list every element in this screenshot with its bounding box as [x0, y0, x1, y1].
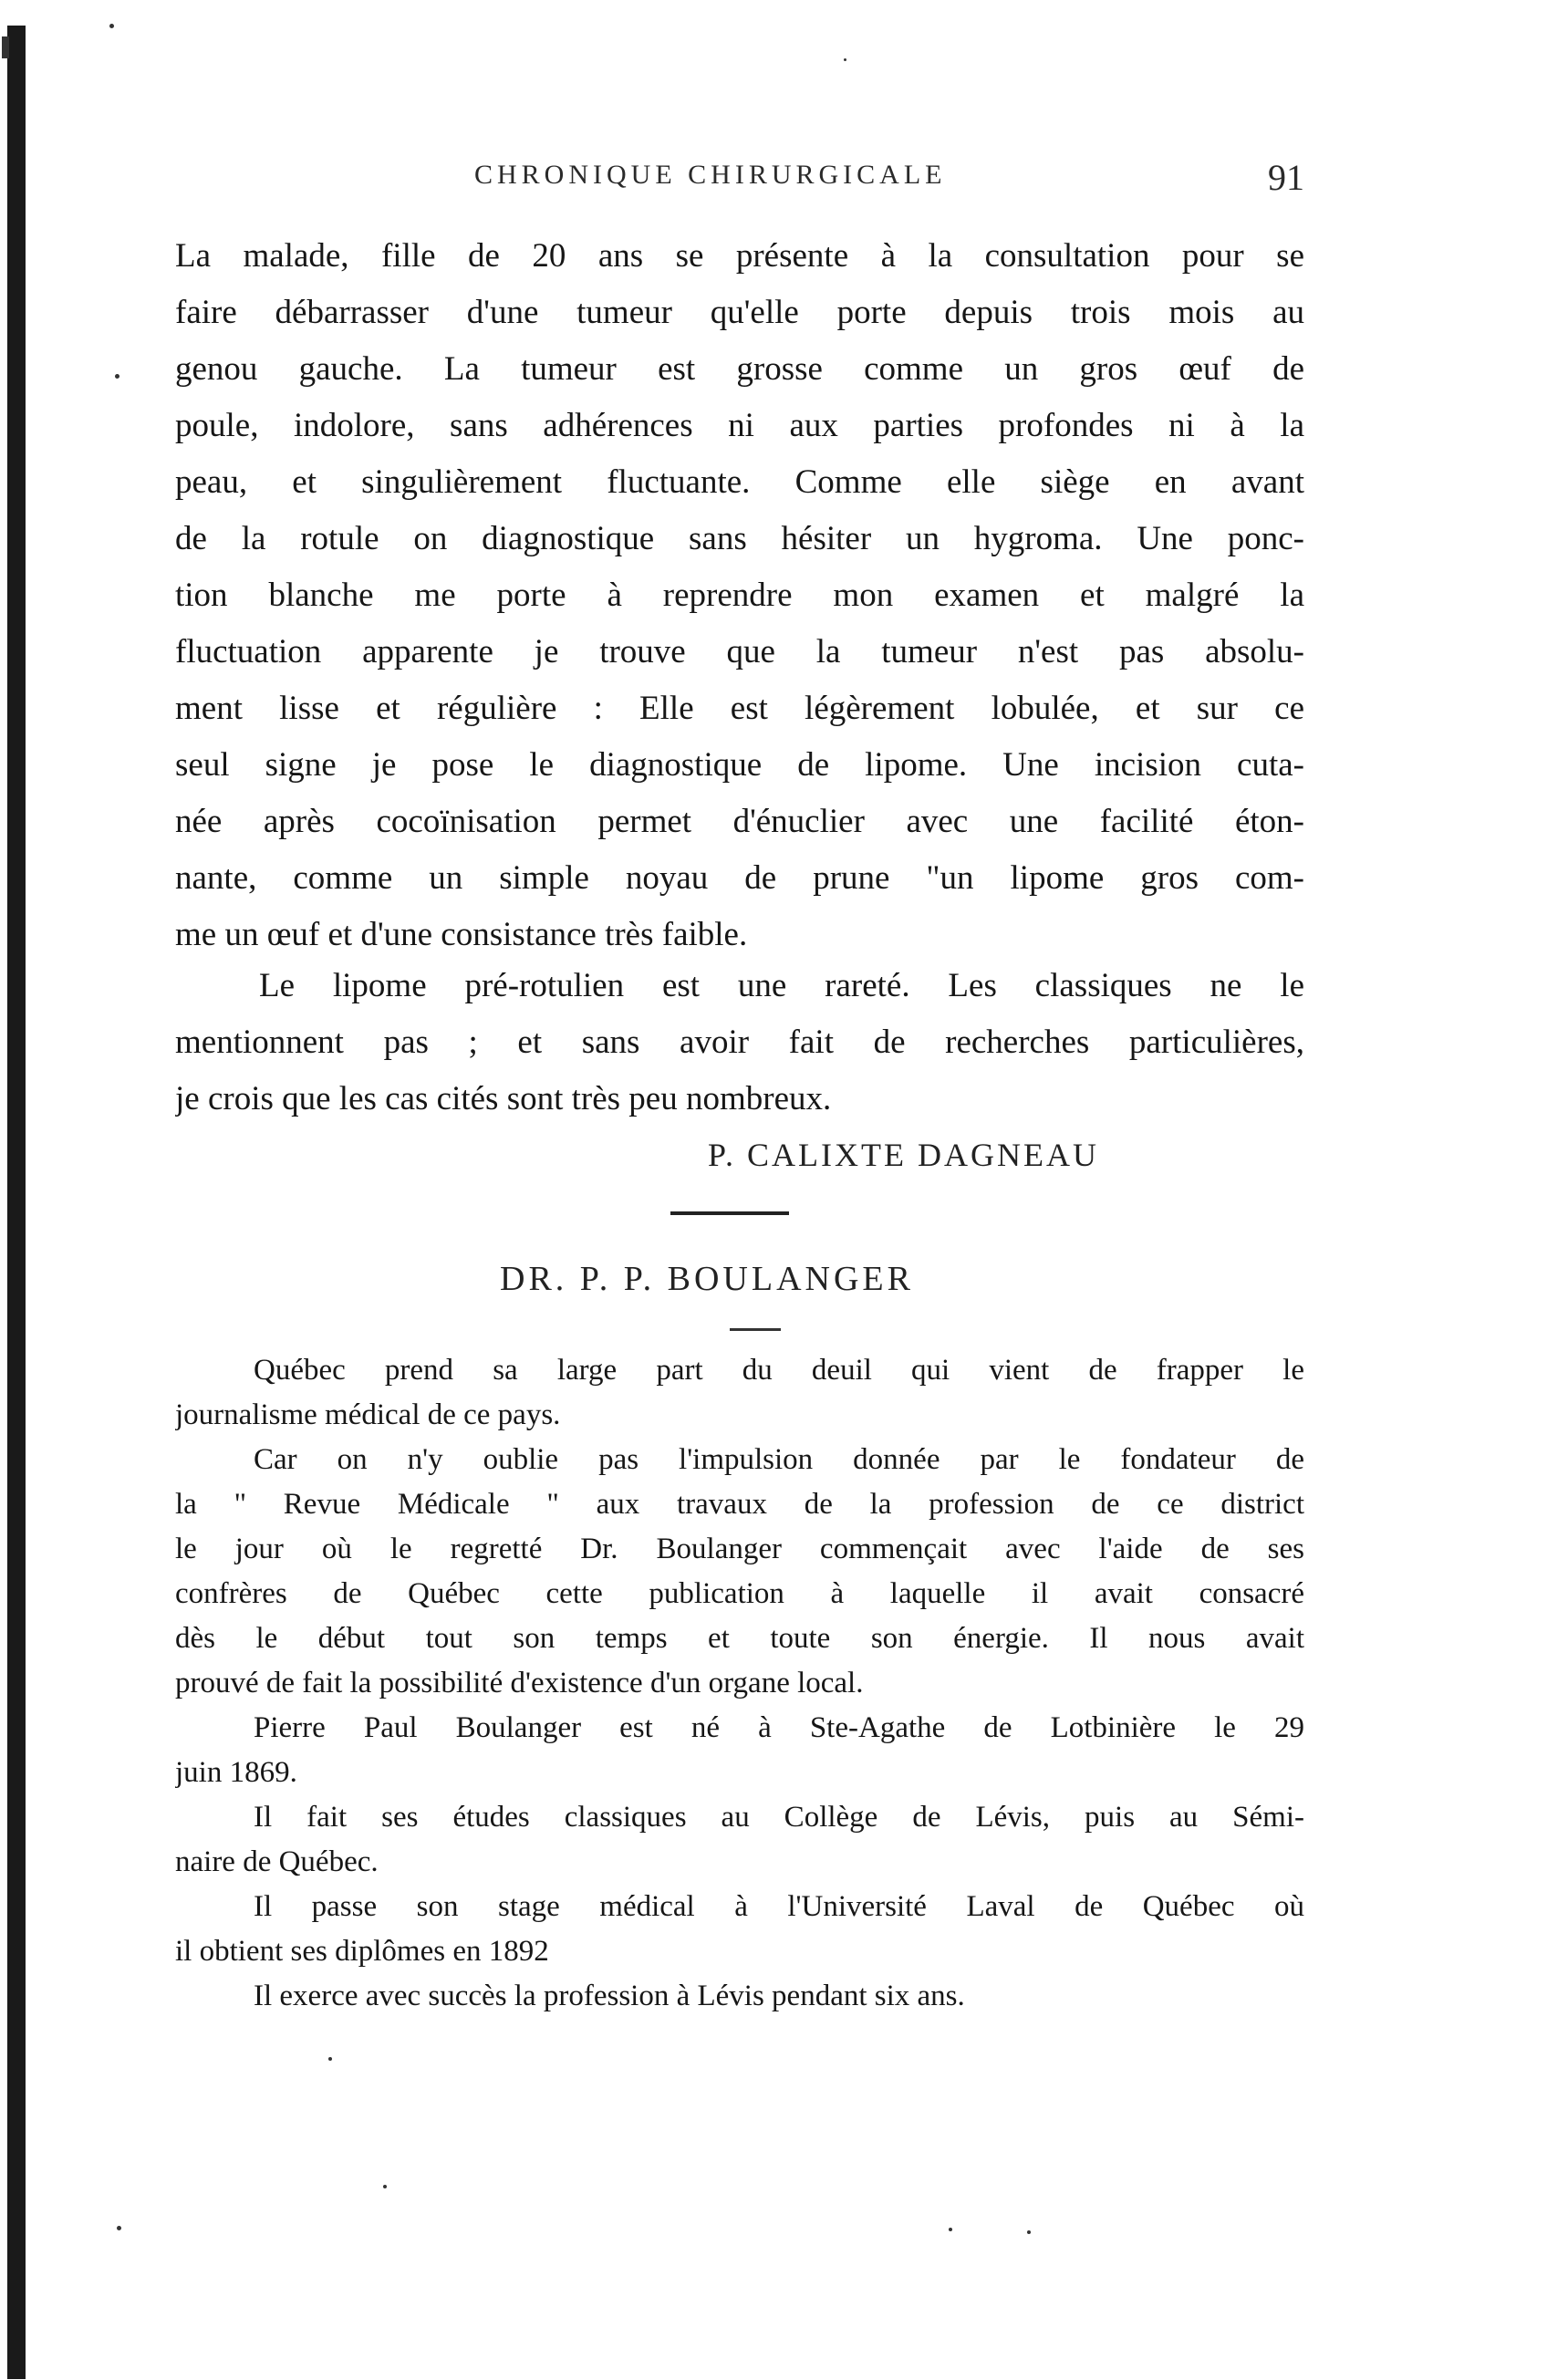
- text-line: naire de Québec.: [175, 1845, 379, 1878]
- title-underline: [730, 1328, 781, 1331]
- scan-speck: [844, 58, 846, 61]
- page-header: [173, 157, 1304, 205]
- case-paragraph: [175, 228, 1304, 963]
- text-line: fluctuation apparente je trouve que la tumeur n'est pas absolu-: [175, 633, 1304, 670]
- scan-speck: [383, 2185, 387, 2188]
- text-line: dès le début tout son temps et toute son énergie. Il nous avait: [175, 1622, 1304, 1655]
- text-line: Car on n'y oublie pas l'impulsion donnée par le fondateur de: [254, 1443, 1304, 1476]
- text-line: La malade, fille de 20 ans se présente à la consultation pour se: [175, 237, 1304, 275]
- obituary-text: [175, 1348, 1304, 2019]
- scan-speck: [949, 2228, 952, 2231]
- text-line: Le lipome pré-rotulien est une rareté. Les classiques ne le: [259, 967, 1304, 1004]
- scan-speck: [117, 2226, 121, 2230]
- text-line: confrères de Québec cette publication à laquelle il avait consacré: [175, 1577, 1304, 1610]
- running-title: CHRONIQUE CHIRURGICALE: [474, 160, 947, 190]
- text-line: genou gauche. La tumeur est grosse comme un gros œuf de: [175, 350, 1304, 388]
- text-line: tion blanche me porte à reprendre mon examen et malgré la: [175, 577, 1304, 614]
- text-line: faire débarrasser d'une tumeur qu'elle porte depuis trois mois au: [175, 294, 1304, 331]
- section-divider: [670, 1211, 789, 1215]
- text-line: journalisme médical de ce pays.: [175, 1398, 561, 1431]
- text-line: Il passe son stage médical à l'Université Laval de Québec où: [254, 1890, 1304, 1923]
- section-title: DR. P. P. BOULANGER: [500, 1260, 914, 1298]
- conclusion-paragraph: [175, 958, 1304, 1128]
- binding-gutter: [7, 26, 26, 2379]
- text-line: de la rotule on diagnostique sans hésiter un hygroma. Une ponc-: [175, 520, 1304, 557]
- text-line: prouvé de fait la possibilité d'existence d'un organe local.: [175, 1667, 864, 1699]
- text-line: mentionnent pas ; et sans avoir fait de recherches particulières,: [175, 1024, 1304, 1061]
- text-line: Il exerce avec succès la profession à Lévis pendant six ans.: [254, 1980, 965, 2012]
- scan-speck: [328, 2057, 332, 2061]
- scan-speck: [109, 24, 114, 28]
- text-line: nante, comme un simple noyau de prune "un lipome gros com-: [175, 859, 1304, 897]
- text-line: le jour où le regretté Dr. Boulanger commençait avec l'aide de ses: [175, 1533, 1304, 1565]
- author-signature: P. CALIXTE DAGNEAU: [708, 1137, 1099, 1173]
- page-number: 91: [1268, 157, 1304, 198]
- gutter-mark: [2, 36, 9, 58]
- text-line: née après cocoïnisation permet d'énuclier avec une facilité éton-: [175, 803, 1304, 840]
- text-line: seul signe je pose le diagnostique de lipome. Une incision cuta-: [175, 746, 1304, 784]
- text-line: la " Revue Médicale " aux travaux de la profession de ce district: [175, 1488, 1304, 1521]
- text-line: ment lisse et régulière : Elle est légèrement lobulée, et sur ce: [175, 690, 1304, 727]
- text-line: je crois que les cas cités sont très peu nombreux.: [175, 1080, 832, 1117]
- text-line: poule, indolore, sans adhérences ni aux parties profondes ni à la: [175, 407, 1304, 444]
- text-line: peau, et singulièrement fluctuante. Comme elle siège en avant: [175, 463, 1304, 501]
- text-line: Québec prend sa large part du deuil qui vient de frapper le: [254, 1354, 1304, 1387]
- text-line: me un œuf et d'une consistance très faible.: [175, 916, 748, 953]
- scan-speck: [1027, 2230, 1031, 2234]
- text-line: Il fait ses études classiques au Collège de Lévis, puis au Sémi-: [254, 1801, 1304, 1834]
- text-line: juin 1869.: [175, 1756, 297, 1789]
- text-line: il obtient ses diplômes en 1892: [175, 1935, 549, 1968]
- scan-speck: [115, 374, 119, 379]
- text-line: Pierre Paul Boulanger est né à Ste-Agathe de Lotbinière le 29: [254, 1711, 1304, 1744]
